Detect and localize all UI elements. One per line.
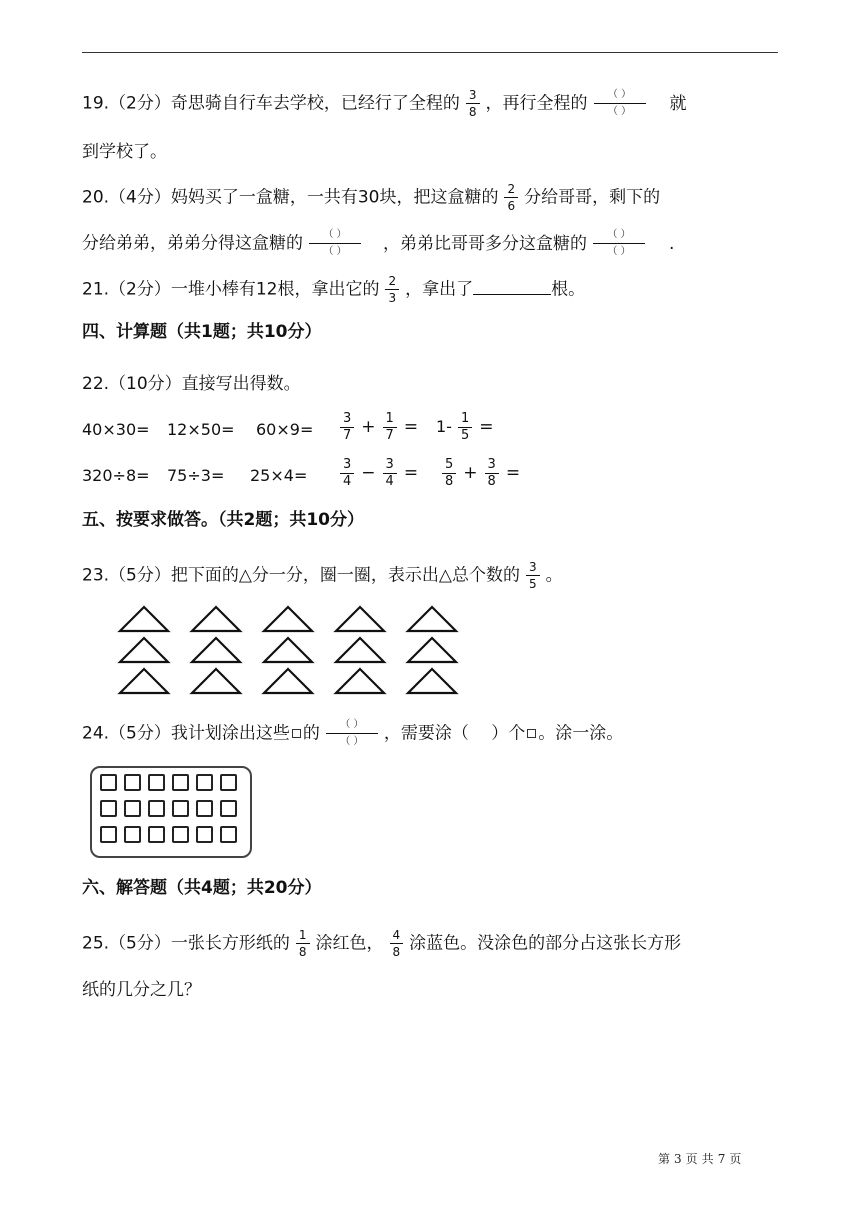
q24-answer-blank-fraction[interactable]: $\frac{( )}{( )}$ (326, 718, 378, 749)
question-25: 25.（5分）一张长方形纸的 $\frac{1}{8}$ 涂红色， $\frac{4}{8}$ 涂蓝色。没涂色的部分占这张长方形 (82, 928, 682, 959)
square-cell[interactable] (148, 800, 165, 817)
q20-line2: 分给弟弟，弟弟分得这盒糖的 $\frac{( )}{( )}$ ，弟弟比哥哥多分这盒糖的 $\frac{( )}{( )}$ . (82, 229, 675, 257)
square-cell[interactable] (220, 826, 237, 843)
section-6-heading: 六、解答题（共4题；共20分） (82, 878, 322, 898)
page-number: 3 (674, 1152, 682, 1166)
q20-answer-blank-2[interactable]: $\frac{( )}{( )}$ (593, 228, 645, 259)
q21-fraction: $\frac{2}{3}$ (385, 274, 399, 305)
triangle-icon[interactable] (192, 607, 240, 631)
page-footer: 第 3 页 共 7 页 (658, 1152, 742, 1166)
square-cell[interactable] (220, 800, 237, 817)
q19-line2: 到学校了。 (82, 142, 167, 162)
calc-r2-c4: $\frac{3}{4}$ − $\frac{3}{4}$ = (334, 458, 419, 489)
triangle-icon[interactable] (264, 638, 312, 662)
calc-r2-c3: 25×4= (250, 466, 308, 485)
triangle-icon[interactable] (336, 607, 384, 631)
square-cell[interactable] (196, 774, 213, 791)
question-21: 21.（2分）一堆小棒有12根，拿出它的 $\frac{2}{3}$ ，拿出了 根。 (82, 274, 586, 305)
question-22: 22.（10分）直接写出得数。 (82, 374, 301, 394)
square-cell[interactable] (220, 774, 237, 791)
square-cell[interactable] (148, 826, 165, 843)
square-cell[interactable] (124, 826, 141, 843)
square-cell[interactable] (100, 774, 117, 791)
triangle-icon[interactable] (336, 638, 384, 662)
q23-fraction: $\frac{3}{5}$ (526, 560, 540, 591)
q19-fraction: $\frac{3}{8}$ (466, 88, 480, 119)
section-4-heading: 四、计算题（共1题；共10分） (82, 322, 322, 342)
square-cell[interactable] (124, 774, 141, 791)
calc-r2-c5: $\frac{5}{8}$ + $\frac{3}{8}$ = (436, 458, 521, 489)
square-cell[interactable] (196, 826, 213, 843)
square-cell[interactable] (172, 826, 189, 843)
q25-fraction-2: $\frac{4}{8}$ (390, 928, 404, 959)
q19-answer-blank[interactable]: $\frac{( )}{( )}$ (594, 88, 646, 119)
question-24: 24.（5分）我计划涂出这些 的 $\frac{( )}{( )}$ ，需要涂（ ）个 。涂一涂。 (82, 719, 624, 747)
square-cell[interactable] (172, 774, 189, 791)
square-cell[interactable] (172, 800, 189, 817)
triangle-icon[interactable] (192, 669, 240, 693)
question-20: 20.（4分）妈妈买了一盒糖，一共有30块，把这盒糖的 $\frac{2}{6}$ 分给哥哥，剩下的 (82, 182, 661, 213)
q25-line2: 纸的几分之几？ (82, 980, 201, 1000)
square-cell[interactable] (148, 774, 165, 791)
calc-r1-c5: 1- $\frac{1}{5}$ = (436, 411, 494, 443)
small-square-icon (527, 729, 536, 738)
calc-r1-c2: 12×50= (167, 420, 235, 439)
triangle-icon[interactable] (264, 607, 312, 631)
triangle-icon[interactable] (408, 607, 456, 631)
q19-text: 19.（2分）奇思骑自行车去学校，已经行了全程的 (82, 93, 460, 114)
calc-r1-c4: $\frac{3}{7}$ + $\frac{1}{7}$ = (334, 412, 419, 443)
calc-r1-c3: 60×9= (256, 420, 314, 439)
question-19: 19.（2分）奇思骑自行车去学校，已经行了全程的 $\frac{3}{8}$ ，再行全程的 $\frac{( )}{( )}$ 就 (82, 88, 687, 119)
triangle-grid[interactable] (116, 604, 460, 696)
triangle-icon[interactable] (120, 607, 168, 631)
section-5-heading: 五、按要求做答。（共2题；共10分） (82, 510, 364, 530)
small-square-icon (292, 729, 301, 738)
triangle-icon[interactable] (120, 669, 168, 693)
square-cell[interactable] (100, 800, 117, 817)
calc-r2-c2: 75÷3= (167, 466, 225, 485)
squares-grid[interactable] (100, 774, 237, 843)
triangle-icon[interactable] (408, 669, 456, 693)
square-cell[interactable] (124, 800, 141, 817)
question-23: 23.（5分）把下面的△分一分，圈一圈，表示出△总个数的 $\frac{3}{5}$ 。 (82, 560, 563, 591)
q25-fraction-1: $\frac{1}{8}$ (296, 928, 310, 959)
q20-fraction: $\frac{2}{6}$ (504, 182, 518, 213)
triangle-icon[interactable] (264, 669, 312, 693)
triangle-icon[interactable] (120, 638, 168, 662)
q20-answer-blank-1[interactable]: $\frac{( )}{( )}$ (309, 228, 361, 259)
q21-answer-blank[interactable] (473, 276, 551, 295)
triangle-icon[interactable] (192, 638, 240, 662)
calc-r2-c1: 320÷8= (82, 466, 150, 485)
square-cell[interactable] (100, 826, 117, 843)
triangle-icon[interactable] (408, 638, 456, 662)
triangles-figure[interactable] (116, 604, 460, 696)
total-pages: 7 (717, 1152, 726, 1166)
squares-box-figure (90, 766, 252, 858)
calc-r1-c1: 40×30= (82, 420, 150, 439)
triangle-icon[interactable] (336, 669, 384, 693)
square-cell[interactable] (196, 800, 213, 817)
header-rule (82, 52, 778, 53)
